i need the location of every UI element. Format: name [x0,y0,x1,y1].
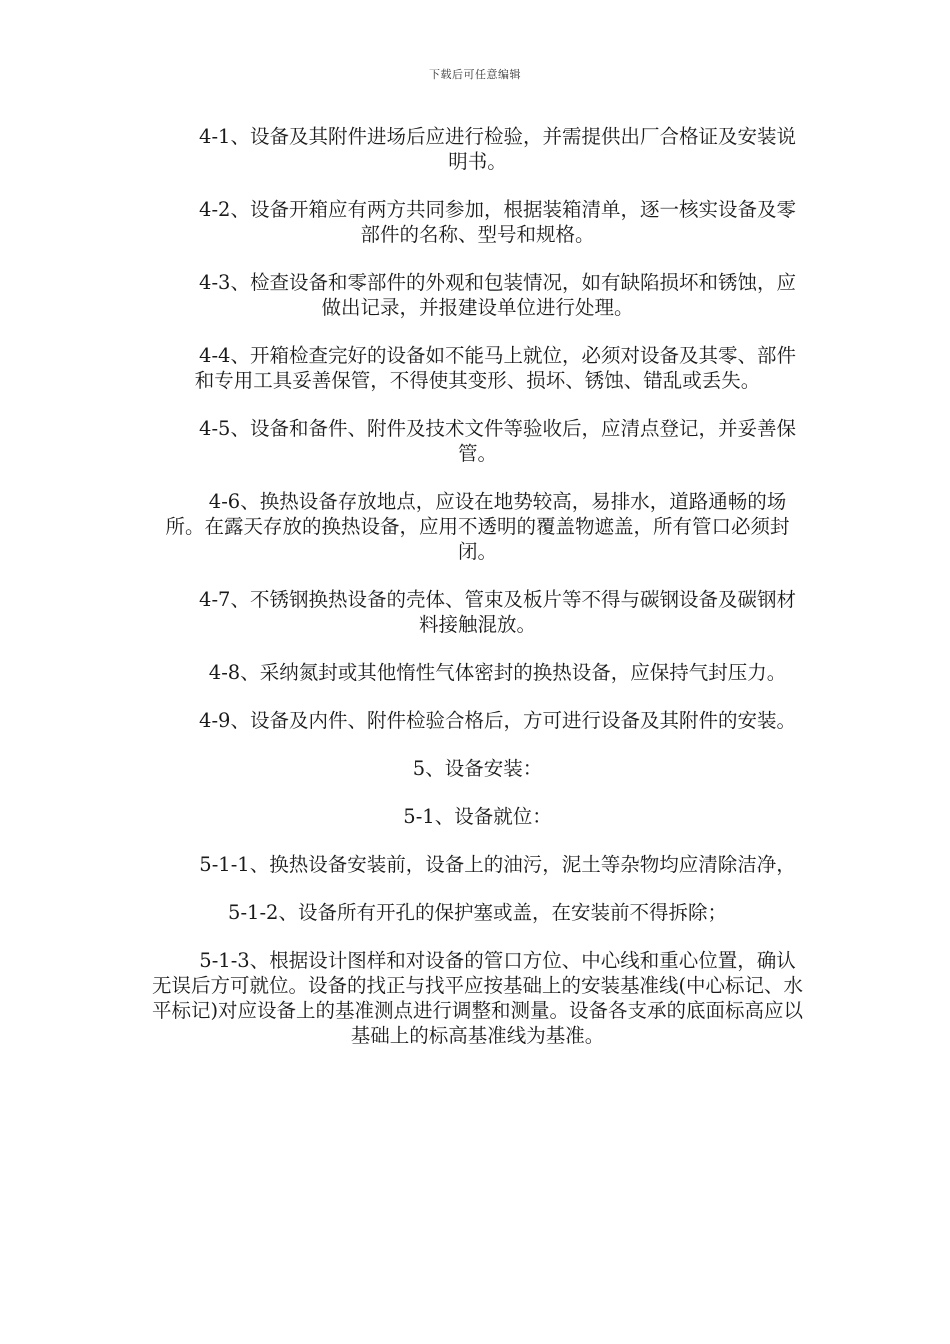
paragraph-4-3: 4-3、检查设备和零部件的外观和包装情况，如有缺陷损坏和锈蚀，应做出记录，并报建设单位进行处理。 [199,271,796,319]
paragraph-4-4: 4-4、开箱检查完好的设备如不能马上就位，必须对设备及其零、部件和专用工具妥善保管，不得使其变形、损坏、锈蚀、错乱或丢失。 [194,344,796,392]
paragraph-4-7: 4-7、不锈钢换热设备的壳体、管束及板片等不得与碳钢设备及碳钢材料接触混放。 [199,588,796,636]
paragraph-4-6: 4-6、换热设备存放地点，应设在地势较高，易排水，道路通畅的场所。在露天存放的换热设备，应用不透明的覆盖物遮盖，所有管口必须封闭。 [165,490,790,563]
paragraph-4-2: 4-2、设备开箱应有两方共同参加，根据装箱清单，逐一核实设备及零部件的名称、型号和规格。 [199,198,796,246]
paragraph-5-1-2: 5-1-2、设备所有开孔的保护塞或盖，在安装前不得拆除； [228,901,727,924]
paragraph-4-1: 4-1、设备及其附件进场后应进行检验，并需提供出厂合格证及安装说明书。 [199,125,796,173]
paragraph-4-8: 4-8、采纳氮封或其他惰性气体密封的换热设备，应保持气封压力。 [208,661,787,684]
page-header: 下载后可任意编辑 [429,68,521,81]
section-heading-5: 5、设备安装： [412,757,543,780]
paragraph-4-9: 4-9、设备及内件、附件检验合格后，方可进行设备及其附件的安装。 [199,709,796,732]
paragraph-5-1-1: 5-1-1、换热设备安装前，设备上的油污，泥土等杂物均应清除洁净， [199,853,796,876]
document-body [150,124,805,1071]
paragraph-4-5: 4-5、设备和备件、附件及技术文件等验收后，应清点登记，并妥善保管。 [199,417,796,465]
paragraph-5-1-3: 5-1-3、根据设计图样和对设备的管口方位、中心线和重心位置，确认无误后方可就位。设备的找正与找平应按基础上的安装基准线(中心标记、水平标记)对应设备上的基准测点进行调整和测量。设备各支承的底面标高应以基础上的标高基准线为基准。 [151,949,804,1047]
section-heading-5-1: 5-1、设备就位： [403,805,552,828]
